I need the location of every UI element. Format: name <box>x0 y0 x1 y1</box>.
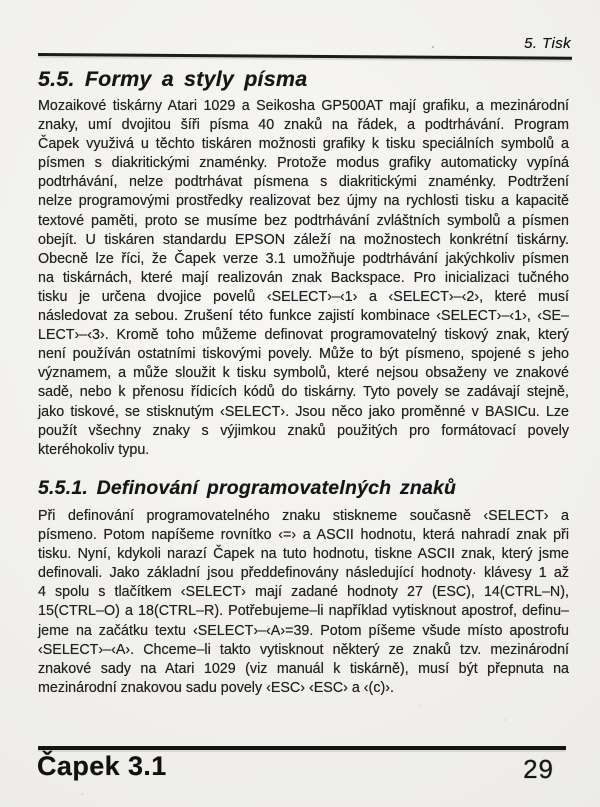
text-line: podtrhávání, nelze podtrhávat písmena s diakritickými znaménky. Podtržení <box>38 174 569 191</box>
text-line: nelze programovými prostředky realizovat bez újmy na rychlosti tisku a kapacitě <box>38 193 569 210</box>
text-line: kteréhokoliv typu. <box>38 441 150 458</box>
text-line: Obecně lze říci, že Čapek verze 3.1 umožňuje podtrhávání jakýchkoliv písmen <box>38 250 569 267</box>
text-line: písmeno. Potom napíšeme rovnítko ‹=› a ASCII hodnotu, která nahradí znak při <box>38 527 569 544</box>
text-line: Mozaikové tiskárny Atari 1029 a Seikosha GP500AT mají grafiku, a mezinárodní <box>38 98 569 114</box>
text-line: sadě, nebo k přenosu řídicích kódů do tiskárny. Tyto povely se zadávají stejně, <box>38 384 569 401</box>
text-line: 15(CTRL–O) a 18(CTRL–R). Potřebujeme–li například vytisknout apostrof, definu– <box>38 603 569 620</box>
section-body-5-5-1 <box>38 507 569 698</box>
text-line: použít všechny znaky s výjimkou znaků použitých pro formátovací povely <box>38 422 569 439</box>
text-line: ‹SELECT›–‹A›. Chceme–li takto vytisknout některý ze znaků tzv. mezinárodní <box>38 641 569 658</box>
section-heading-5-5-1: 5.5.1. Definování programovatelných znaků <box>38 477 457 499</box>
text-line: textové paměti, proto se musíme bez podtrhávání zvláštních symbolů a písmen <box>38 212 569 229</box>
text-line: významem, a může sloužit k tisku symbolů, které nejsou obsaženy ve znakové <box>38 365 569 382</box>
text-line: Při definování programovatelného znaku stiskneme současně ‹SELECT› a <box>38 508 569 524</box>
text-line: není používán ostatními tiskovými povely. Může to být písmeno, spojené s jeho <box>38 346 569 363</box>
text-line: tisku je určena dvojice povelů ‹SELECT›–‹1› a ‹SELECT›–‹2›, které musí <box>38 288 569 305</box>
page-number: 29 <box>523 754 554 784</box>
text-line: definovali. Jako základní jsou předdefinovány následující hodnoty· klávesy 1 až <box>38 565 569 582</box>
text-line: 4 spolu s tlačítkem ‹SELECT› mají zadané hodnoty 27 (ESC), 14(CTRL–N), <box>38 584 569 601</box>
text-line: mezinárodní znakovou sadu povely ‹ESC› ‹ESC› a ‹(c)›. <box>38 679 394 696</box>
section-body-5-5 <box>38 97 569 460</box>
book-title: Čapek 3.1 <box>37 751 167 781</box>
running-header: 5. Tisk <box>524 35 571 52</box>
header-rule <box>38 53 572 60</box>
text-line: jeme na začátku textu ‹SELECT›–‹A›=39. Potom píšeme všude místo apostrofu <box>38 622 569 639</box>
text-line: LECT›–‹3›. Kromě toho můžeme definovat programovatelný tiskový znak, který <box>38 327 569 344</box>
footer-rule <box>38 746 566 750</box>
text-line: tisku. Nyní, kdykoli narazí Čapek na tuto hodnotu, tiskne ASCII znak, který jsme <box>38 546 569 563</box>
text-line: znaky, umí dvojitou šíři písma 40 znaků na řádek, a podtrhávání. Program <box>38 117 569 134</box>
text-line: obejít. U tiskáren standardu EPSON záleží na možnostech konkrétní tiskárny. <box>38 231 569 248</box>
text-line: Čapek využivá u těchto tiskáren možnosti grafiky k tisku speciálních symbolů a <box>38 136 569 153</box>
text-line: znakové sady na Atari 1029 (viz manuál k tiskárně), musí být přepnuta na <box>38 660 569 677</box>
section-heading-5-5: 5.5. Formy a styly písma <box>38 67 308 91</box>
text-line: jako tiskové, se stisknutým ‹SELECT›. Jsou něco jako proměnné v BASICu. Lze <box>38 403 569 420</box>
text-line: na tiskárnách, které mají realizován znak Backspace. Pro inicializaci tučného <box>38 269 569 286</box>
text-line: následovat za sebou. Zrušení této funkce zajistí kombinace ‹SELECT›–‹1›, ‹SE– <box>38 308 569 325</box>
text-line: písmen s diakritickými znaménky. Protože modus grafiky automaticky vypíná <box>38 155 569 172</box>
